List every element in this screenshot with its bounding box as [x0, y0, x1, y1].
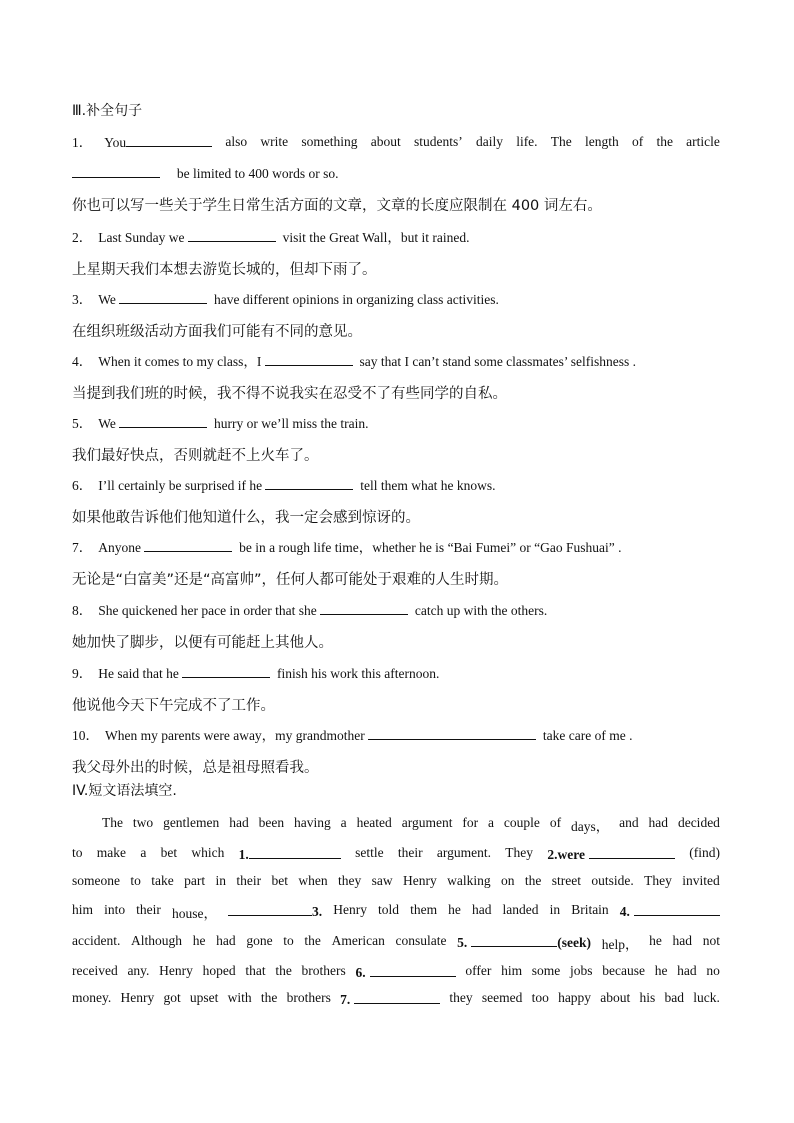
passage-blank-4[interactable] — [634, 902, 720, 916]
item-1-word: the — [656, 134, 673, 149]
item-after: tell them what he knows. — [360, 478, 496, 493]
passage-blank-number: 4. — [619, 904, 630, 919]
passage-word: Henry — [159, 963, 193, 978]
passage-blank-group-2 — [547, 845, 675, 863]
passage-blank-group-7 — [340, 990, 440, 1008]
item-before: We — [98, 292, 116, 307]
item-before: I’ll certainly be surprised if he — [98, 478, 263, 493]
item-1-word: daily — [475, 134, 503, 149]
item-2-cn: 上星期天我们本想去游览长城的，但却下雨了。 — [72, 262, 377, 278]
item-5-blank[interactable] — [119, 414, 207, 428]
item-number: 10． — [72, 728, 99, 743]
item-1-en-line1 — [72, 133, 720, 152]
passage-word: invited — [682, 873, 720, 888]
passage-line — [102, 815, 720, 835]
passage-word: decided — [677, 815, 720, 830]
passage-word: to — [283, 933, 294, 948]
passage-word: jobs — [570, 963, 593, 978]
passage-word: with — [227, 990, 252, 1005]
passage-word: two — [132, 815, 154, 830]
passage-word: any. — [127, 963, 150, 978]
item-before: Anyone — [98, 540, 141, 555]
item-1-word: students’ — [414, 134, 463, 149]
passage-word: take — [151, 873, 174, 888]
item-6-en — [72, 476, 496, 495]
passage-blank-6[interactable] — [370, 963, 456, 977]
passage-blank-group-1 — [239, 845, 341, 863]
passage-word: argument — [401, 815, 453, 830]
item-number: 2． — [72, 230, 93, 245]
passage-word: couple — [503, 815, 540, 830]
passage-blank-number: 7. — [340, 992, 351, 1007]
passage-word: make — [96, 845, 127, 860]
section-4-title: IV.短文语法填空. — [72, 783, 177, 799]
passage-word: brothers — [301, 963, 346, 978]
item-9-blank[interactable] — [182, 664, 270, 678]
passage-word: they — [449, 990, 473, 1005]
item-number: 4． — [72, 354, 93, 369]
item-1-blank-1[interactable] — [126, 133, 212, 147]
passage-word: outside. — [591, 873, 634, 888]
passage-word: he — [192, 933, 206, 948]
passage-word: American — [331, 933, 385, 948]
item-after: take care of me . — [542, 728, 633, 743]
passage-word: in — [215, 873, 227, 888]
passage-word: accident. — [72, 933, 121, 948]
passage-word: gentlemen — [163, 815, 220, 830]
item-1-number: 1． — [72, 135, 93, 150]
passage-word: to — [130, 873, 141, 888]
passage-word: for — [462, 815, 479, 830]
passage-word: bet — [160, 845, 178, 860]
passage-word: house， — [171, 906, 217, 921]
item-6-cn: 如果他敢告诉他们他知道什么，我一定会感到惊讶的。 — [72, 510, 420, 526]
passage-word: of — [549, 815, 562, 830]
passage-blank-3[interactable] — [228, 902, 312, 916]
item-1-word: You — [104, 135, 127, 150]
passage-word: been — [258, 815, 285, 830]
item-7-en — [72, 538, 622, 557]
item-1-word: length — [585, 134, 619, 149]
passage-word: They — [505, 845, 534, 860]
item-1-word: The — [550, 134, 572, 149]
passage-word: gone — [246, 933, 273, 948]
passage-word: on — [501, 873, 515, 888]
passage-blank-group-6 — [356, 963, 456, 981]
passage-word: a — [340, 815, 347, 830]
item-6-blank[interactable] — [265, 476, 353, 490]
passage-blank-group-5 — [457, 933, 591, 953]
passage-word: part — [184, 873, 206, 888]
item-8-en — [72, 601, 547, 620]
passage-word: someone — [72, 873, 120, 888]
item-after: catch up with the others. — [414, 603, 548, 618]
passage-word: had — [672, 933, 693, 948]
item-5-cn: 我们最好快点，否则就赶不上火车了。 — [72, 448, 319, 464]
item-number: 5． — [72, 416, 93, 431]
passage-word: a — [488, 815, 495, 830]
passage-word: he — [649, 933, 662, 948]
item-before: Last Sunday we — [98, 230, 185, 245]
passage-blank-2[interactable] — [589, 845, 675, 859]
item-4-cn: 当提到我们班的时候，我不得不说我实在忍受不了有些同学的自私。 — [72, 386, 507, 402]
item-1-cn: 你也可以写一些关于学生日常生活方面的文章，文章的长度应限制在 400 词左右。 — [72, 198, 602, 214]
passage-word: they — [338, 873, 362, 888]
item-before: She quickened her pace in order that she — [98, 603, 317, 618]
passage-word: heated — [356, 815, 392, 830]
passage-blank-1[interactable] — [249, 845, 341, 859]
item-1-word: something — [301, 134, 358, 149]
item-3-en — [72, 290, 499, 309]
passage-word: their — [136, 902, 161, 917]
item-after: hurry or we’ll miss the train. — [214, 416, 369, 431]
passage-word: had — [677, 963, 697, 978]
passage-word: offer — [465, 963, 492, 978]
passage-word: (find) — [689, 845, 720, 860]
passage-word: the — [524, 873, 542, 888]
passage-word: in — [549, 902, 561, 917]
item-1-blank-2[interactable] — [72, 164, 160, 178]
passage-word: happy — [558, 990, 592, 1005]
passage-word: a — [140, 845, 147, 860]
passage-word: days， — [570, 819, 610, 834]
passage-word: Although — [131, 933, 183, 948]
item-1-word: of — [631, 134, 644, 149]
passage-word: The — [102, 815, 123, 830]
passage-line — [72, 902, 720, 922]
passage-word: They — [644, 873, 672, 888]
passage-word: that — [245, 963, 266, 978]
item-after: finish his work this afternoon. — [276, 666, 440, 681]
item-number: 7． — [72, 540, 93, 555]
passage-blank-hint: (seek) — [557, 935, 592, 950]
passage-word: bet — [271, 873, 289, 888]
passage-line — [72, 990, 720, 1008]
item-3-blank[interactable] — [119, 290, 207, 304]
passage-word: he — [654, 963, 668, 978]
passage-blank-number: 5. — [457, 935, 468, 950]
passage-word: money. — [72, 990, 112, 1005]
passage-blank-group-4 — [620, 902, 720, 922]
passage-word: had — [216, 933, 236, 948]
passage-word: the — [304, 933, 321, 948]
item-1-en-line2: be limited to 400 words or so. — [72, 164, 339, 183]
passage-blank-7[interactable] — [354, 990, 440, 1004]
passage-word: got — [163, 990, 181, 1005]
passage-word: their — [397, 845, 423, 860]
passage-word: saw — [371, 873, 393, 888]
section-3-title: Ⅲ.补全句子 — [72, 103, 143, 119]
item-8-cn: 她加快了脚步，以便有可能赶上其他人。 — [72, 635, 333, 651]
passage-word: Britain — [571, 902, 609, 917]
passage-line — [72, 963, 720, 981]
item-1-word: also — [225, 134, 248, 149]
passage-word: about — [600, 990, 631, 1005]
passage-word: which — [191, 845, 225, 860]
passage-word: upset — [189, 990, 219, 1005]
item-number: 3． — [72, 292, 93, 307]
item-9-en — [72, 664, 439, 683]
passage-blank-number: 6. — [355, 965, 366, 980]
passage-word: landed — [502, 902, 539, 917]
item-2-blank[interactable] — [188, 228, 276, 242]
passage-word: Henry — [403, 873, 437, 888]
passage-blank-number: 3. — [312, 904, 323, 919]
passage-word: him — [501, 963, 523, 978]
passage-word: seemed — [481, 990, 523, 1005]
passage-word: had — [229, 815, 249, 830]
passage-word: walking — [447, 873, 491, 888]
item-9-cn: 他说他今天下午完成不了工作。 — [72, 698, 275, 714]
passage-word: no — [706, 963, 720, 978]
passage-word: received — [72, 963, 118, 978]
item-before: He said that he — [98, 666, 179, 681]
item-before: When my parents were away，my grandmother — [105, 728, 365, 743]
item-1-word: life. — [516, 134, 538, 149]
passage-word: street — [551, 873, 582, 888]
passage-word: some — [531, 963, 561, 978]
passage-word: he — [448, 902, 461, 917]
passage-blank-5[interactable] — [471, 933, 557, 947]
passage-word: had — [648, 815, 669, 830]
passage-word: into — [104, 902, 126, 917]
item-after: visit the Great Wall，but it rained. — [282, 230, 470, 245]
passage-word: having — [294, 815, 331, 830]
item-after: say that I can’t stand some classmates’ selfishness . — [359, 354, 637, 369]
item-8-blank[interactable] — [320, 601, 408, 615]
item-1-word: article — [686, 134, 720, 149]
passage-word: the — [260, 990, 278, 1005]
item-number: 8． — [72, 603, 93, 618]
item-4-en — [72, 352, 636, 371]
item-3-cn: 在组织班级活动方面我们可能有不同的意见。 — [72, 324, 362, 340]
item-5-en — [72, 414, 369, 433]
passage-word: help， — [601, 937, 639, 952]
passage-word: settle — [355, 845, 384, 860]
passage-word: his — [639, 990, 656, 1005]
item-4-blank[interactable] — [265, 352, 353, 366]
passage-word: them — [410, 902, 438, 917]
item-10-en — [72, 726, 633, 745]
passage-word: when — [298, 873, 328, 888]
item-10-blank[interactable] — [368, 726, 536, 740]
passage-word: luck. — [693, 990, 720, 1005]
passage-word: had — [471, 902, 492, 917]
passage-line — [72, 933, 720, 953]
item-after: be in a rough life time，whether he is “Bai Fumei” or “Gao Fushuai” . — [239, 540, 622, 555]
item-before: We — [98, 416, 116, 431]
passage-word: the — [275, 963, 292, 978]
item-1-word: write — [260, 134, 289, 149]
passage-word: to — [72, 845, 83, 860]
passage-blank-group-3 — [228, 902, 322, 922]
item-number: 6． — [72, 478, 93, 493]
passage-word: brothers — [286, 990, 331, 1005]
passage-word: him — [72, 902, 94, 917]
passage-word: Henry — [333, 902, 367, 917]
item-before: When it comes to my class，I — [98, 354, 262, 369]
passage-word: too — [531, 990, 549, 1005]
passage-word: not — [702, 933, 720, 948]
item-10-cn: 我父母外出的时候，总是祖母照看我。 — [72, 760, 319, 776]
passage-word: because — [602, 963, 645, 978]
passage-word: and — [619, 815, 639, 830]
passage-word: Henry — [120, 990, 155, 1005]
item-after: have different opinions in organizing class activities. — [214, 292, 499, 307]
passage-word: bad — [664, 990, 684, 1005]
passage-word: hoped — [202, 963, 236, 978]
item-7-blank[interactable] — [144, 538, 232, 552]
passage-word: argument. — [436, 845, 492, 860]
item-1-lead — [72, 133, 212, 152]
item-7-cn: 无论是“白富美”还是“高富帅”，任何人都可能处于艰难的人生时期。 — [72, 572, 509, 588]
item-1-word: about — [370, 134, 401, 149]
passage-blank-number: 1. — [238, 847, 249, 862]
item-number: 9． — [72, 666, 93, 681]
passage-word: their — [236, 873, 262, 888]
passage-word: told — [378, 902, 400, 917]
passage-blank-number: 2.were — [547, 847, 585, 862]
passage-line — [72, 845, 720, 863]
passage-line — [72, 873, 720, 889]
item-2-en — [72, 228, 469, 247]
passage-word: consulate — [395, 933, 447, 948]
